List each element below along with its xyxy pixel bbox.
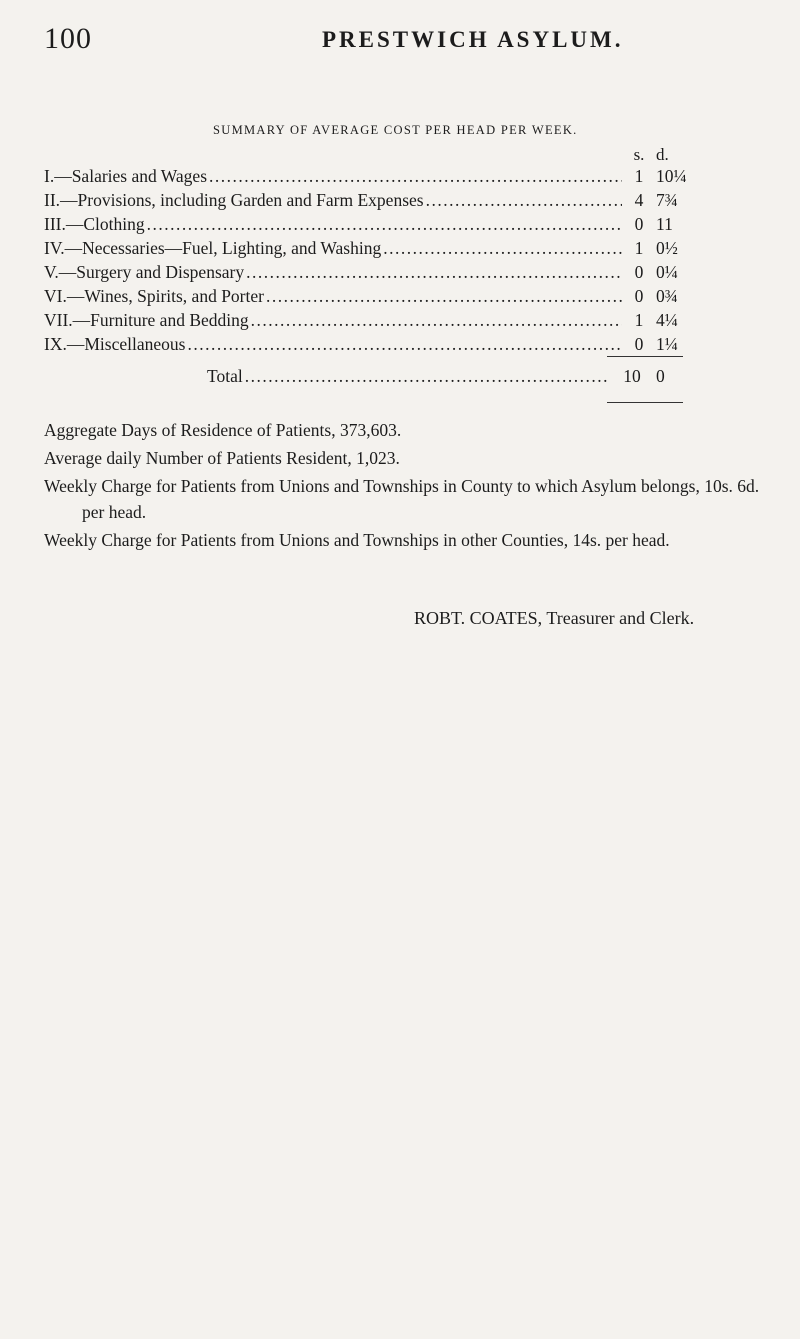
row-label: I.—Salaries and Wages: [44, 166, 208, 186]
row-label: VII.—Furniture and Bedding: [44, 310, 249, 330]
unit-shillings: s.: [633, 145, 645, 164]
row-label: IX.—Miscellaneous: [44, 334, 186, 354]
row-pence: 7¾: [656, 190, 678, 210]
note-aggregate-days: Aggregate Days of Residence of Patients, 373,603.: [44, 420, 402, 440]
row-pence: 1¼: [656, 334, 678, 354]
cost-table: [44, 145, 690, 396]
table-row: [44, 286, 690, 310]
row-shillings: 0: [634, 286, 644, 306]
total-pence: 0: [656, 366, 665, 386]
summary-title: SUMMARY OF AVERAGE COST PER HEAD PER WEEK.: [213, 123, 578, 137]
row-pence: 0¾: [656, 286, 678, 306]
signature: ROBT. COATES, Treasurer and Clerk.: [414, 608, 695, 628]
row-pence: 0¼: [656, 262, 678, 282]
note-average-patients: Average daily Number of Patients Resident, 1,023.: [44, 448, 400, 468]
table-row: [44, 262, 690, 286]
row-shillings: 0: [634, 262, 644, 282]
table-row: [44, 238, 690, 262]
table-row: [44, 334, 690, 358]
table-row: [44, 166, 690, 190]
table-row: [44, 310, 690, 334]
row-shillings: 4: [634, 190, 644, 210]
note-other-counties-charge: Weekly Charge for Patients from Unions and Townships in other Counties, 14s. per head.: [44, 530, 670, 550]
row-shillings: 0: [634, 214, 644, 234]
total-label: Total: [207, 366, 243, 386]
row-pence: 0½: [656, 238, 678, 258]
row-shillings: 1: [634, 238, 644, 258]
total-shillings: 10: [623, 366, 641, 386]
statistics-notes: [44, 417, 774, 555]
row-label: III.—Clothing: [44, 214, 145, 234]
units-header: [44, 145, 690, 166]
row-label: V.—Surgery and Dispensary: [44, 262, 245, 282]
total-rule-top: [607, 356, 683, 357]
row-pence: 11: [656, 214, 673, 234]
row-label: VI.—Wines, Spirits, and Porter: [44, 286, 264, 306]
row-shillings: 1: [634, 310, 644, 330]
unit-pence: d.: [656, 145, 669, 164]
row-label: II.—Provisions, including Garden and Farm Expenses: [44, 190, 424, 210]
row-pence: 10¼: [656, 166, 687, 186]
row-pence: 4¼: [656, 310, 678, 330]
total-row: [44, 366, 690, 396]
row-label: IV.—Necessaries—Fuel, Lighting, and Washing: [44, 238, 382, 258]
total-rule-bottom: [607, 402, 683, 403]
table-row: [44, 190, 690, 214]
row-shillings: 1: [634, 166, 644, 186]
row-shillings: 0: [634, 334, 644, 354]
note-county-charge: Weekly Charge for Patients from Unions and Townships in County to which Asylum belongs, 10s. 6d. per head.: [44, 476, 760, 522]
running-title: PRESTWICH ASYLUM.: [322, 27, 624, 52]
page-number: 100: [44, 22, 92, 55]
table-row: [44, 214, 690, 238]
